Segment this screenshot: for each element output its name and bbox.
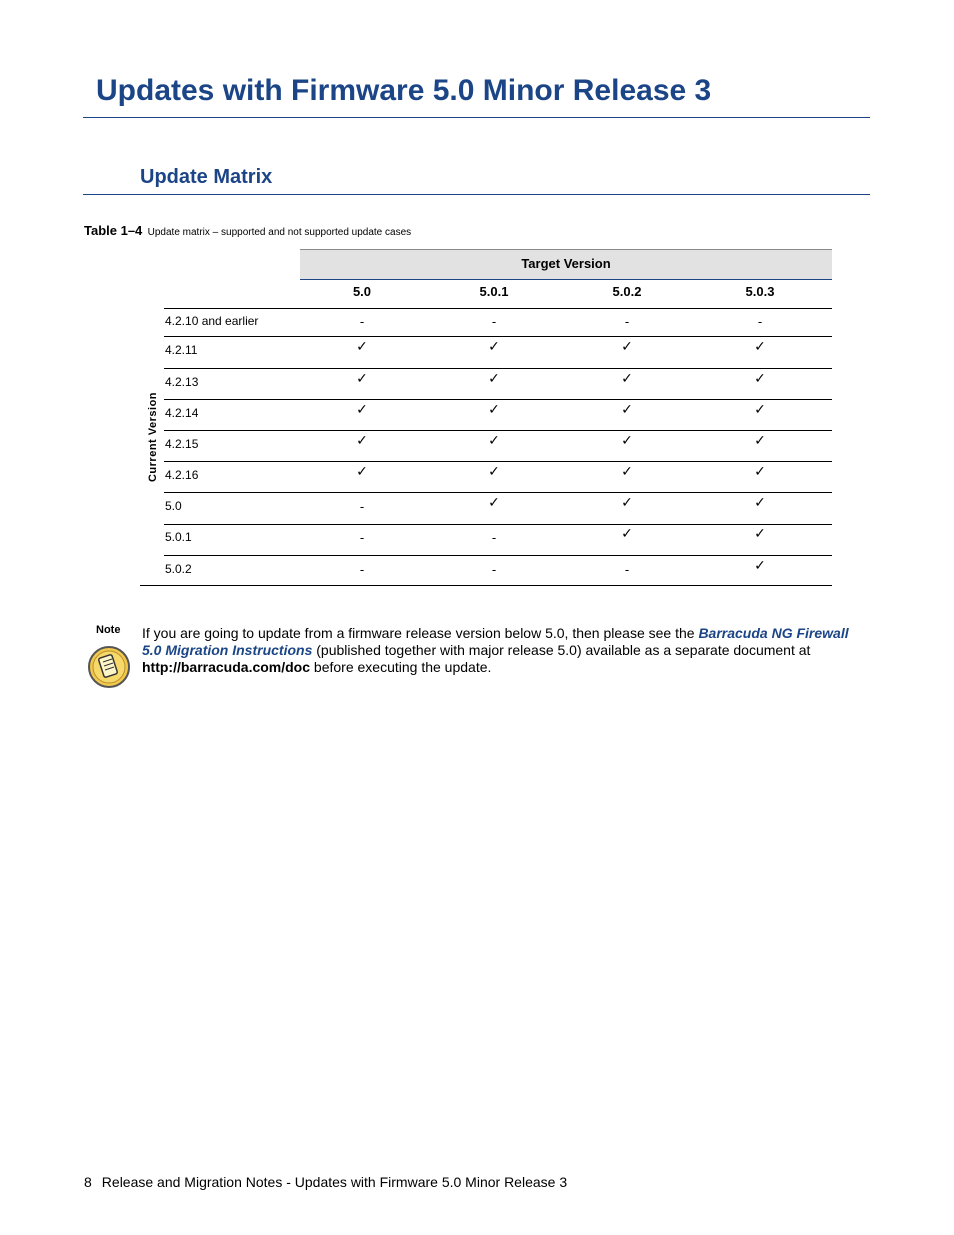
supported-check-icon: ✓ bbox=[621, 402, 633, 418]
page-number: 8 bbox=[84, 1174, 92, 1190]
table-bottom-rule bbox=[140, 585, 832, 586]
row-label: 4.2.10 and earlier bbox=[165, 314, 259, 328]
title-divider bbox=[83, 117, 870, 118]
supported-check-icon: ✓ bbox=[754, 402, 766, 418]
note-text-before: If you are going to update from a firmware release version below 5.0, then please see the bbox=[142, 625, 699, 641]
row-divider bbox=[164, 555, 832, 556]
row-divider bbox=[164, 492, 832, 493]
not-supported-cell: - bbox=[491, 562, 497, 577]
row-label: 4.2.14 bbox=[165, 406, 199, 420]
supported-check-icon: ✓ bbox=[488, 371, 500, 387]
supported-check-icon: ✓ bbox=[621, 464, 633, 480]
supported-check-icon: ✓ bbox=[754, 433, 766, 449]
supported-check-icon: ✓ bbox=[621, 433, 633, 449]
supported-check-icon: ✓ bbox=[488, 495, 500, 511]
row-divider bbox=[164, 399, 832, 400]
note-text bbox=[142, 625, 862, 676]
doc-url: http://barracuda.com/doc bbox=[142, 659, 311, 675]
supported-check-icon: ✓ bbox=[356, 433, 368, 449]
column-header: 5.0.2 bbox=[612, 284, 642, 299]
not-supported-cell: - bbox=[359, 499, 365, 514]
not-supported-cell: - bbox=[491, 530, 497, 545]
note-text-after: before executing the update. bbox=[310, 659, 492, 675]
row-divider bbox=[164, 430, 832, 431]
not-supported-cell: - bbox=[757, 314, 763, 329]
note-text-middle: (published together with major release 5.0) available as a separate document at bbox=[312, 642, 811, 658]
supported-check-icon: ✓ bbox=[754, 464, 766, 480]
page-title: Updates with Firmware 5.0 Minor Release 3 bbox=[96, 74, 712, 107]
row-divider bbox=[164, 368, 832, 369]
note-label: Note bbox=[96, 624, 121, 636]
supported-check-icon: ✓ bbox=[754, 558, 766, 574]
supported-check-icon: ✓ bbox=[488, 433, 500, 449]
page-footer bbox=[84, 1174, 567, 1190]
row-label: 4.2.11 bbox=[165, 343, 198, 357]
supported-check-icon: ✓ bbox=[754, 526, 766, 542]
table-caption bbox=[84, 223, 411, 238]
migration-instructions-link[interactable]: Barracuda NG Firewall 5.0 Migration Instructions bbox=[142, 625, 849, 658]
table-caption-label: Table 1–4 bbox=[84, 223, 143, 238]
not-supported-cell: - bbox=[359, 562, 365, 577]
row-divider bbox=[164, 524, 832, 525]
row-label: 4.2.13 bbox=[165, 375, 199, 389]
supported-check-icon: ✓ bbox=[488, 402, 500, 418]
supported-check-icon: ✓ bbox=[754, 371, 766, 387]
supported-check-icon: ✓ bbox=[754, 495, 766, 511]
supported-check-icon: ✓ bbox=[621, 339, 633, 355]
section-title: Update Matrix bbox=[140, 166, 273, 188]
not-supported-cell: - bbox=[359, 314, 365, 329]
row-divider bbox=[164, 461, 832, 462]
row-label: 4.2.15 bbox=[165, 437, 199, 451]
supported-check-icon: ✓ bbox=[621, 526, 633, 542]
not-supported-cell: - bbox=[624, 314, 630, 329]
column-header: 5.0.3 bbox=[745, 284, 775, 299]
note-pad-icon bbox=[87, 645, 131, 694]
header-rule bbox=[164, 308, 832, 309]
row-label: 5.0.2 bbox=[165, 562, 192, 576]
column-header: 5.0 bbox=[352, 284, 372, 299]
footer-text: Release and Migration Notes - Updates with Firmware 5.0 Minor Release 3 bbox=[101, 1174, 568, 1190]
column-header: 5.0.1 bbox=[479, 284, 509, 299]
not-supported-cell: - bbox=[359, 530, 365, 545]
section-divider bbox=[83, 194, 870, 195]
not-supported-cell: - bbox=[624, 562, 630, 577]
row-label: 5.0 bbox=[165, 499, 182, 513]
supported-check-icon: ✓ bbox=[621, 371, 633, 387]
supported-check-icon: ✓ bbox=[488, 464, 500, 480]
supported-check-icon: ✓ bbox=[621, 495, 633, 511]
supported-check-icon: ✓ bbox=[754, 339, 766, 355]
target-version-header: Target Version bbox=[300, 249, 832, 280]
row-label: 4.2.16 bbox=[165, 468, 199, 482]
supported-check-icon: ✓ bbox=[356, 339, 368, 355]
supported-check-icon: ✓ bbox=[356, 371, 368, 387]
row-divider bbox=[164, 336, 832, 337]
not-supported-cell: - bbox=[491, 314, 497, 329]
table-caption-text: Update matrix – supported and not supported update cases bbox=[147, 227, 412, 238]
supported-check-icon: ✓ bbox=[356, 464, 368, 480]
current-version-label: Current Version bbox=[147, 391, 159, 483]
supported-check-icon: ✓ bbox=[356, 402, 368, 418]
supported-check-icon: ✓ bbox=[488, 339, 500, 355]
row-label: 5.0.1 bbox=[165, 530, 192, 544]
